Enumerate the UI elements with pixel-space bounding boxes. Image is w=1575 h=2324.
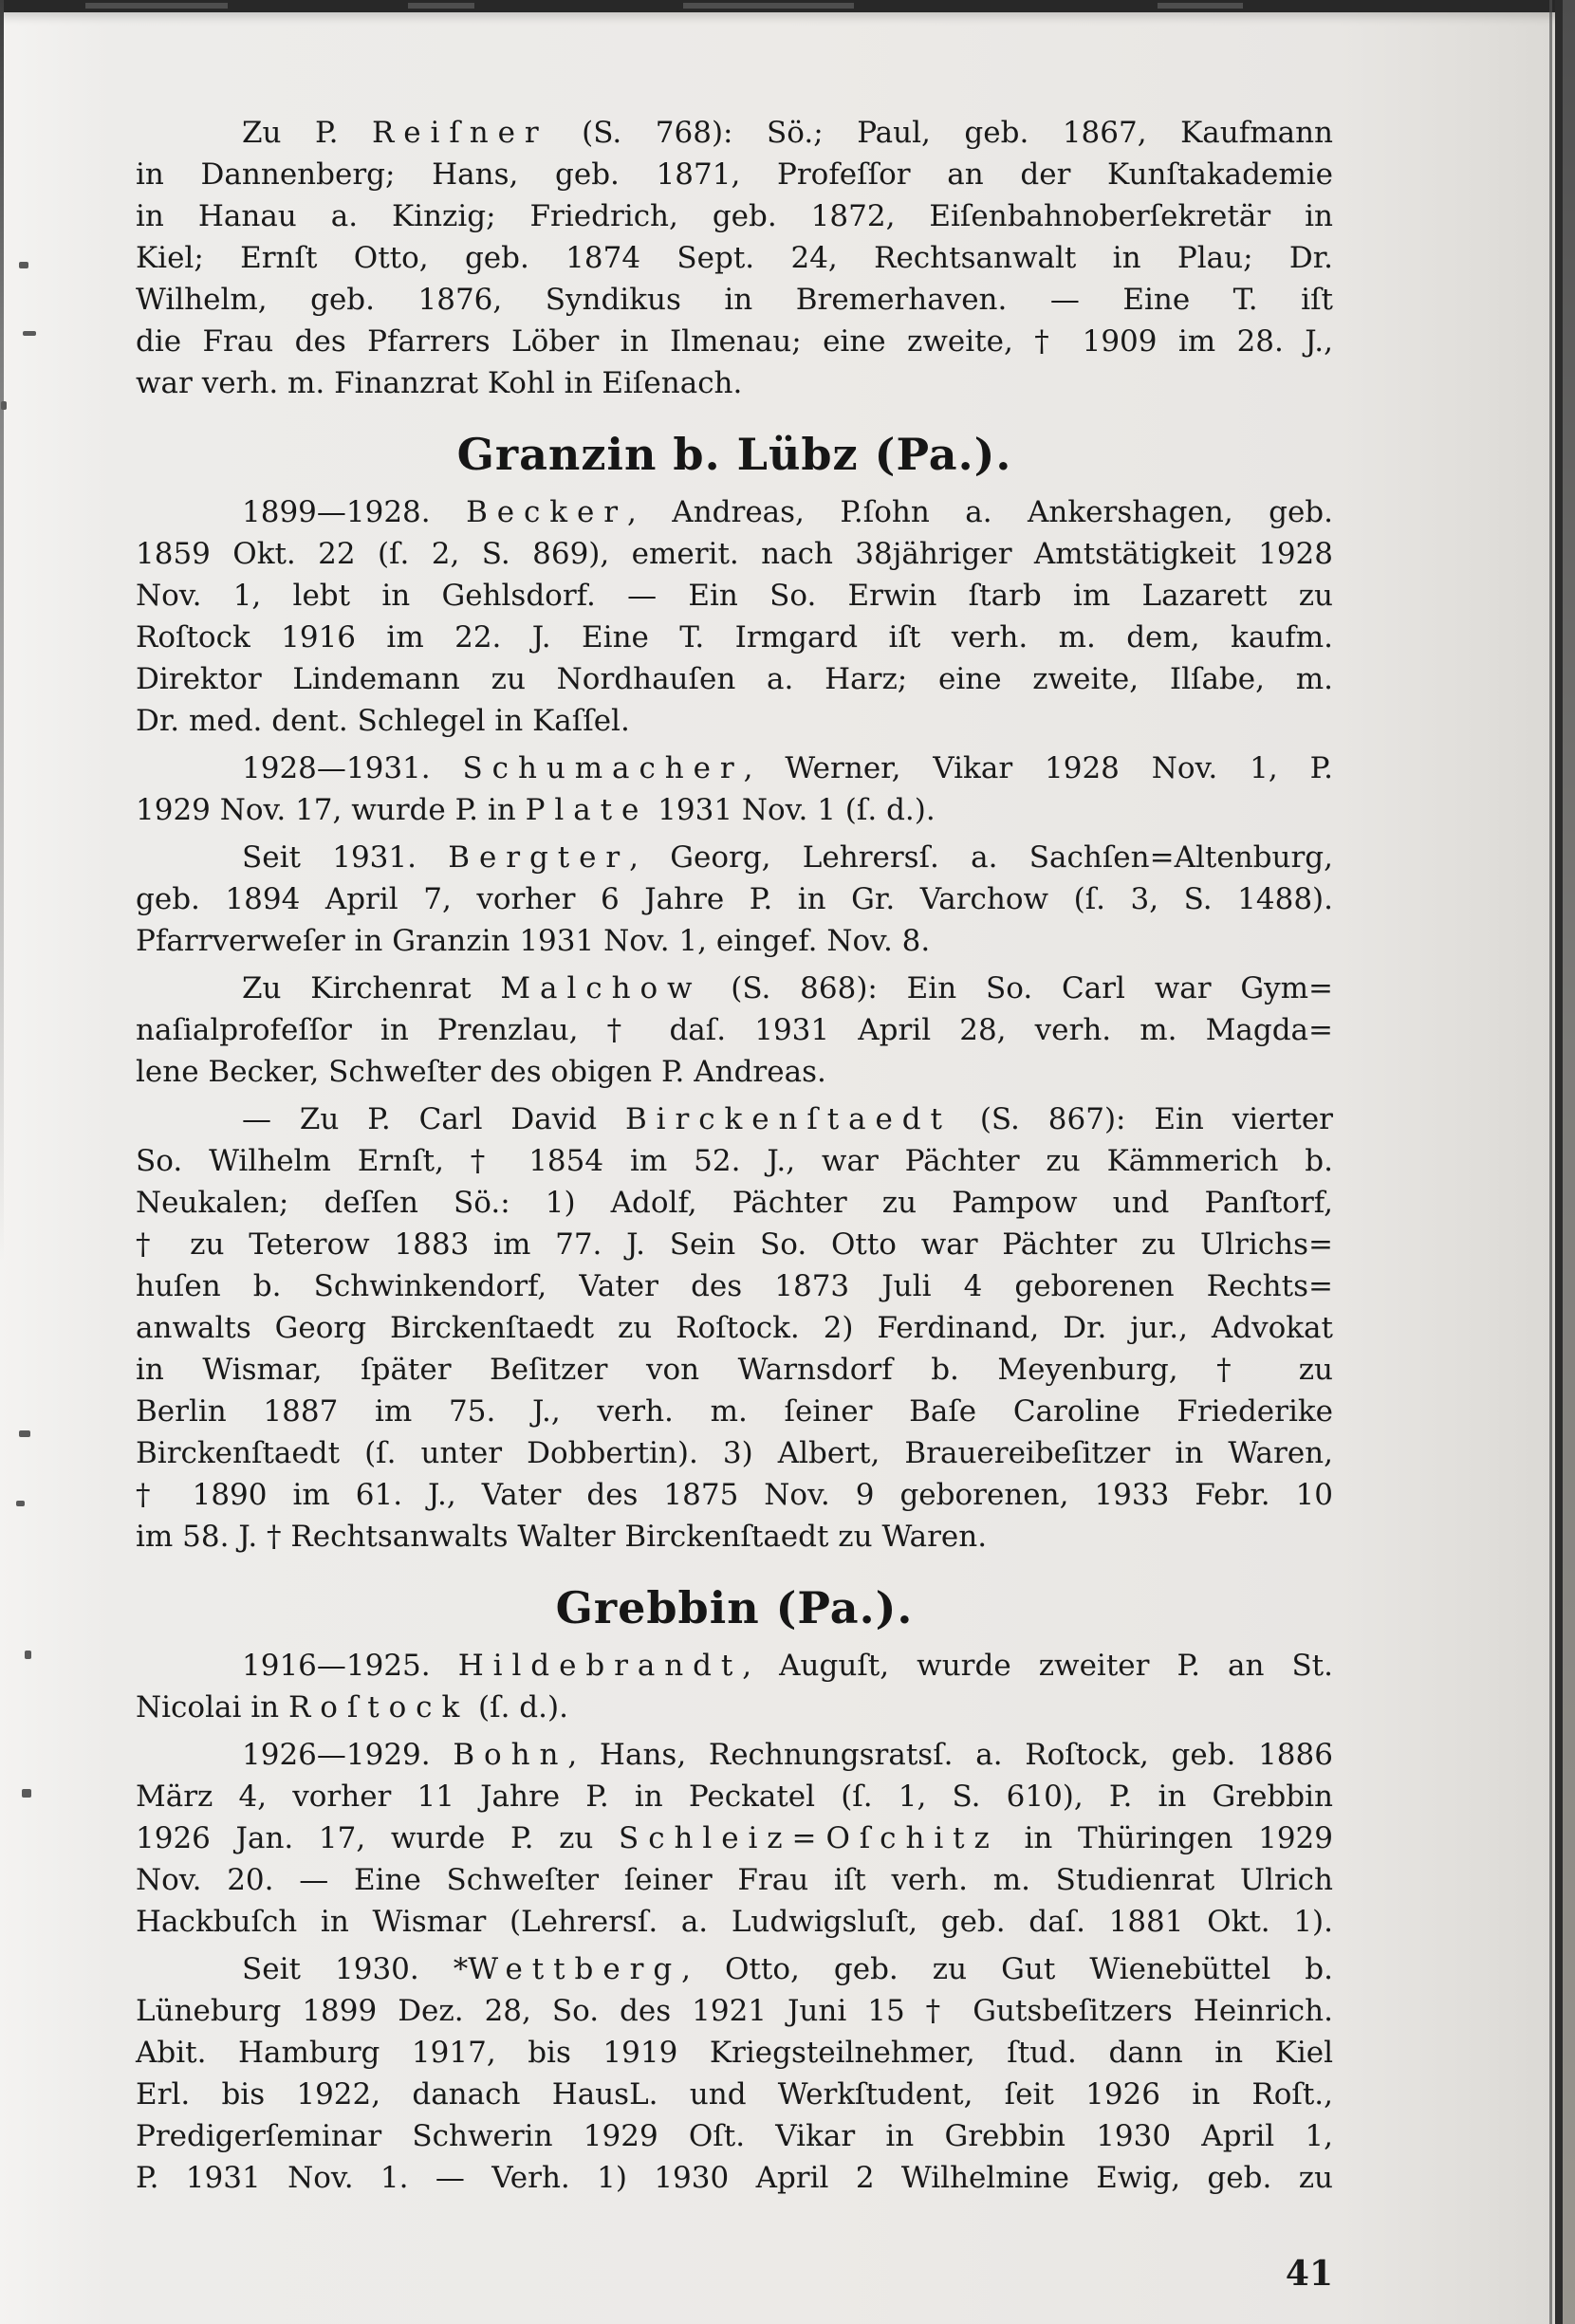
- paragraph: [136, 1734, 1333, 1943]
- text-line: Birckenſtaedt (ſ. unter Dobbertin). 3) Albert, Brauereibeſitzer in Waren,: [136, 1436, 1333, 1470]
- text-line: Berlin 1887 im 75. J., verh. m. ſeiner Baſe Caroline Friederike: [136, 1394, 1333, 1429]
- text-line: Zu P. Reiſner (S. 768): Sö.; Paul, geb. 1867, Kaufmann: [242, 116, 1333, 150]
- scan-speck: [1, 401, 7, 410]
- text-line: — Zu P. Carl David Birckenſtaedt (S. 867): Ein vierter: [242, 1102, 1334, 1136]
- text-line: Lüneburg 1899 Dez. 28, So. des 1921 Juni 15 † Gutsbeſitzers Heinrich.: [136, 1994, 1333, 2028]
- text-line: 1928—1931. Schumacher, Werner, Vikar 1928 Nov. 1, P.: [242, 751, 1333, 785]
- text-line: 1926—1929. Bohn, Hans, Rechnungsratsſ. a. Roſtock, geb. 1886: [242, 1738, 1333, 1772]
- scan-speck: [25, 1651, 31, 1659]
- paragraph: [136, 1948, 1333, 2199]
- spaced-name: Wettberg: [468, 1952, 682, 1986]
- paragraph: [136, 112, 1333, 404]
- text-line: Erl. bis 1922, danach HausL. und Werkſtudent, ſeit 1926 in Roſt.,: [136, 2077, 1333, 2112]
- text-line: 1926 Jan. 17, wurde P. zu Schleiz=Oſchitz in Thüringen 1929: [136, 1821, 1333, 1855]
- spaced-name: Roſtock: [287, 1690, 470, 1725]
- spaced-name: Schumacher: [462, 751, 744, 785]
- paragraph: [136, 747, 1333, 831]
- paragraph: [136, 491, 1333, 742]
- text-line: Nov. 1, lebt in Gehlsdorf. — Ein So. Erwin ſtarb im Lazarett zu: [136, 579, 1333, 613]
- text-line: Zu Kirchenrat Malchow (S. 868): Ein So. Carl war Gym=: [242, 971, 1333, 1005]
- scan-smudge: [683, 3, 854, 9]
- text-line: in Dannenberg; Hans, geb. 1871, Profeſſor an der Kunſtakademie: [136, 157, 1333, 192]
- paragraph: [136, 1098, 1333, 1558]
- scan-right-edge: [1563, 0, 1575, 2324]
- text-line: Nicolai in Roſtock (ſ. d.).: [136, 1690, 568, 1725]
- text-line: Direktor Lindemann zu Nordhauſen a. Harz; eine zweite, Ilſabe, m.: [136, 662, 1333, 696]
- text-line: 1899—1928. Becker, Andreas, P.ſohn a. Ankershagen, geb.: [242, 495, 1333, 529]
- page-number: 41: [1285, 2254, 1333, 2294]
- paragraph: [136, 837, 1333, 962]
- paragraph: [136, 1645, 1333, 1728]
- scan-smudge: [408, 3, 474, 9]
- scan-left-edge: [0, 0, 4, 1328]
- text-line: Predigerſeminar Schwerin 1929 Oſt. Vikar in Grebbin 1930 April 1,: [136, 2119, 1333, 2153]
- text-line: Seit 1930. *Wettberg, Otto, geb. zu Gut Wienebüttel b.: [242, 1952, 1333, 1986]
- scan-speck: [16, 1501, 25, 1506]
- text-line: lene Becker, Schweſter des obigen P. Andreas.: [136, 1055, 826, 1089]
- text-line: Roſtock 1916 im 22. J. Eine T. Irmgard iſt verh. m. dem, kaufm.: [136, 620, 1333, 655]
- text-line: 1929 Nov. 17, wurde P. in Plate 1931 Nov. 1 (ſ. d.).: [136, 793, 936, 827]
- text-line: huſen b. Schwinkendorf, Vater des 1873 Juli 4 geborenen Rechts=: [136, 1269, 1333, 1303]
- text-line: Abit. Hamburg 1917, bis 1919 Kriegsteilnehmer, ſtud. dann in Kiel: [136, 2036, 1333, 2070]
- text-line: anwalts Georg Birckenſtaedt zu Roſtock. 2) Ferdinand, Dr. jur., Advokat: [136, 1311, 1333, 1345]
- spaced-name: Bohn: [453, 1738, 568, 1772]
- text-line: Wilhelm, geb. 1876, Syndikus in Bremerhaven. — Eine T. iſt: [136, 283, 1333, 317]
- scan-smudge: [1158, 3, 1243, 9]
- text-line: Dr. med. dent. Schlegel in Kaſſel.: [136, 704, 630, 738]
- spaced-name: Reiſner: [372, 116, 548, 150]
- text-line: 1916—1925. Hildebrandt, Auguſt, wurde zweiter P. an St.: [242, 1649, 1333, 1683]
- spaced-name: Schleiz=Oſchitz: [619, 1821, 999, 1855]
- text-line: So. Wilhelm Ernſt, † 1854 im 52. J., war Pächter zu Kämmerich b.: [136, 1144, 1333, 1178]
- text-line: Kiel; Ernſt Otto, geb. 1874 Sept. 24, Rechtsanwalt in Plau; Dr.: [136, 241, 1333, 275]
- page-edge-line: [1549, 0, 1552, 2324]
- spaced-name: Becker: [466, 495, 628, 529]
- text-line: Nov. 20. — Eine Schweſter ſeiner Frau iſt verh. m. Studienrat Ulrich: [136, 1863, 1333, 1897]
- page-edge-line: [1555, 0, 1563, 2324]
- text-line: März 4, vorher 11 Jahre P. in Peckatel (ſ. 1, S. 610), P. in Grebbin: [136, 1780, 1333, 1814]
- text-line: Neukalen; deſſen Sö.: 1) Adolf, Pächter zu Pampow und Panſtorf,: [136, 1186, 1333, 1220]
- spaced-name: Bergter: [448, 840, 630, 875]
- scan-top-edge: [0, 0, 1575, 12]
- scan-speck: [22, 1789, 31, 1798]
- spaced-name: Hildebrandt: [457, 1649, 743, 1683]
- text-line: die Frau des Pfarrers Löber in Ilmenau; eine zweite, † 1909 im 28. J.,: [136, 324, 1333, 359]
- text-line: in Hanau a. Kinzig; Friedrich, geb. 1872, Eiſenbahnoberſekretär in: [136, 199, 1333, 233]
- text-line: geb. 1894 April 7, vorher 6 Jahre P. in Gr. Varchow (ſ. 3, S. 1488).: [136, 882, 1333, 916]
- scan-speck: [19, 262, 28, 268]
- paragraph: [136, 968, 1333, 1093]
- text-line: Hackbuſch in Wismar (Lehrersſ. a. Ludwigsluſt, geb. daſ. 1881 Okt. 1).: [136, 1905, 1333, 1939]
- text-line: † zu Teterow 1883 im 77. J. Sein So. Otto war Pächter zu Ulrichs=: [136, 1227, 1333, 1262]
- spaced-name: Plate: [525, 793, 649, 827]
- section-heading: Granzin b. Lübz (Pa.).: [456, 429, 1012, 480]
- scan-smudge: [85, 3, 228, 9]
- text-line: † 1890 im 61. J., Vater des 1875 Nov. 9 geborenen, 1933 Febr. 10: [136, 1478, 1333, 1512]
- section-heading: Grebbin (Pa.).: [555, 1582, 914, 1633]
- text-line: 1859 Okt. 22 (ſ. 2, S. 869), emerit. nach 38jähriger Amtstätigkeit 1928: [136, 537, 1333, 571]
- scan-speck: [19, 1430, 30, 1437]
- spaced-name: Birckenſtaedt: [624, 1102, 952, 1136]
- text-line: Pfarrverweſer in Granzin 1931 Nov. 1, eingef. Nov. 8.: [136, 924, 931, 958]
- scan-speck: [23, 331, 36, 336]
- text-line: naſialprofeſſor in Prenzlau, † daſ. 1931 April 28, verh. m. Magda=: [136, 1013, 1333, 1047]
- text-line: in Wismar, ſpäter Beſitzer von Warnsdorf b. Meyenburg, † zu: [136, 1353, 1333, 1387]
- text-line: im 58. J. † Rechtsanwalts Walter Birckenſtaedt zu Waren.: [136, 1520, 988, 1554]
- text-block: [136, 112, 1333, 2204]
- text-line: Seit 1931. Bergter, Georg, Lehrersſ. a. Sachſen=Altenburg,: [242, 840, 1333, 875]
- text-line: P. 1931 Nov. 1. — Verh. 1) 1930 April 2 Wilhelmine Ewig, geb. zu: [136, 2161, 1333, 2195]
- text-line: war verh. m. Finanzrat Kohl in Eiſenach.: [136, 366, 743, 400]
- spaced-name: Malchow: [500, 971, 702, 1005]
